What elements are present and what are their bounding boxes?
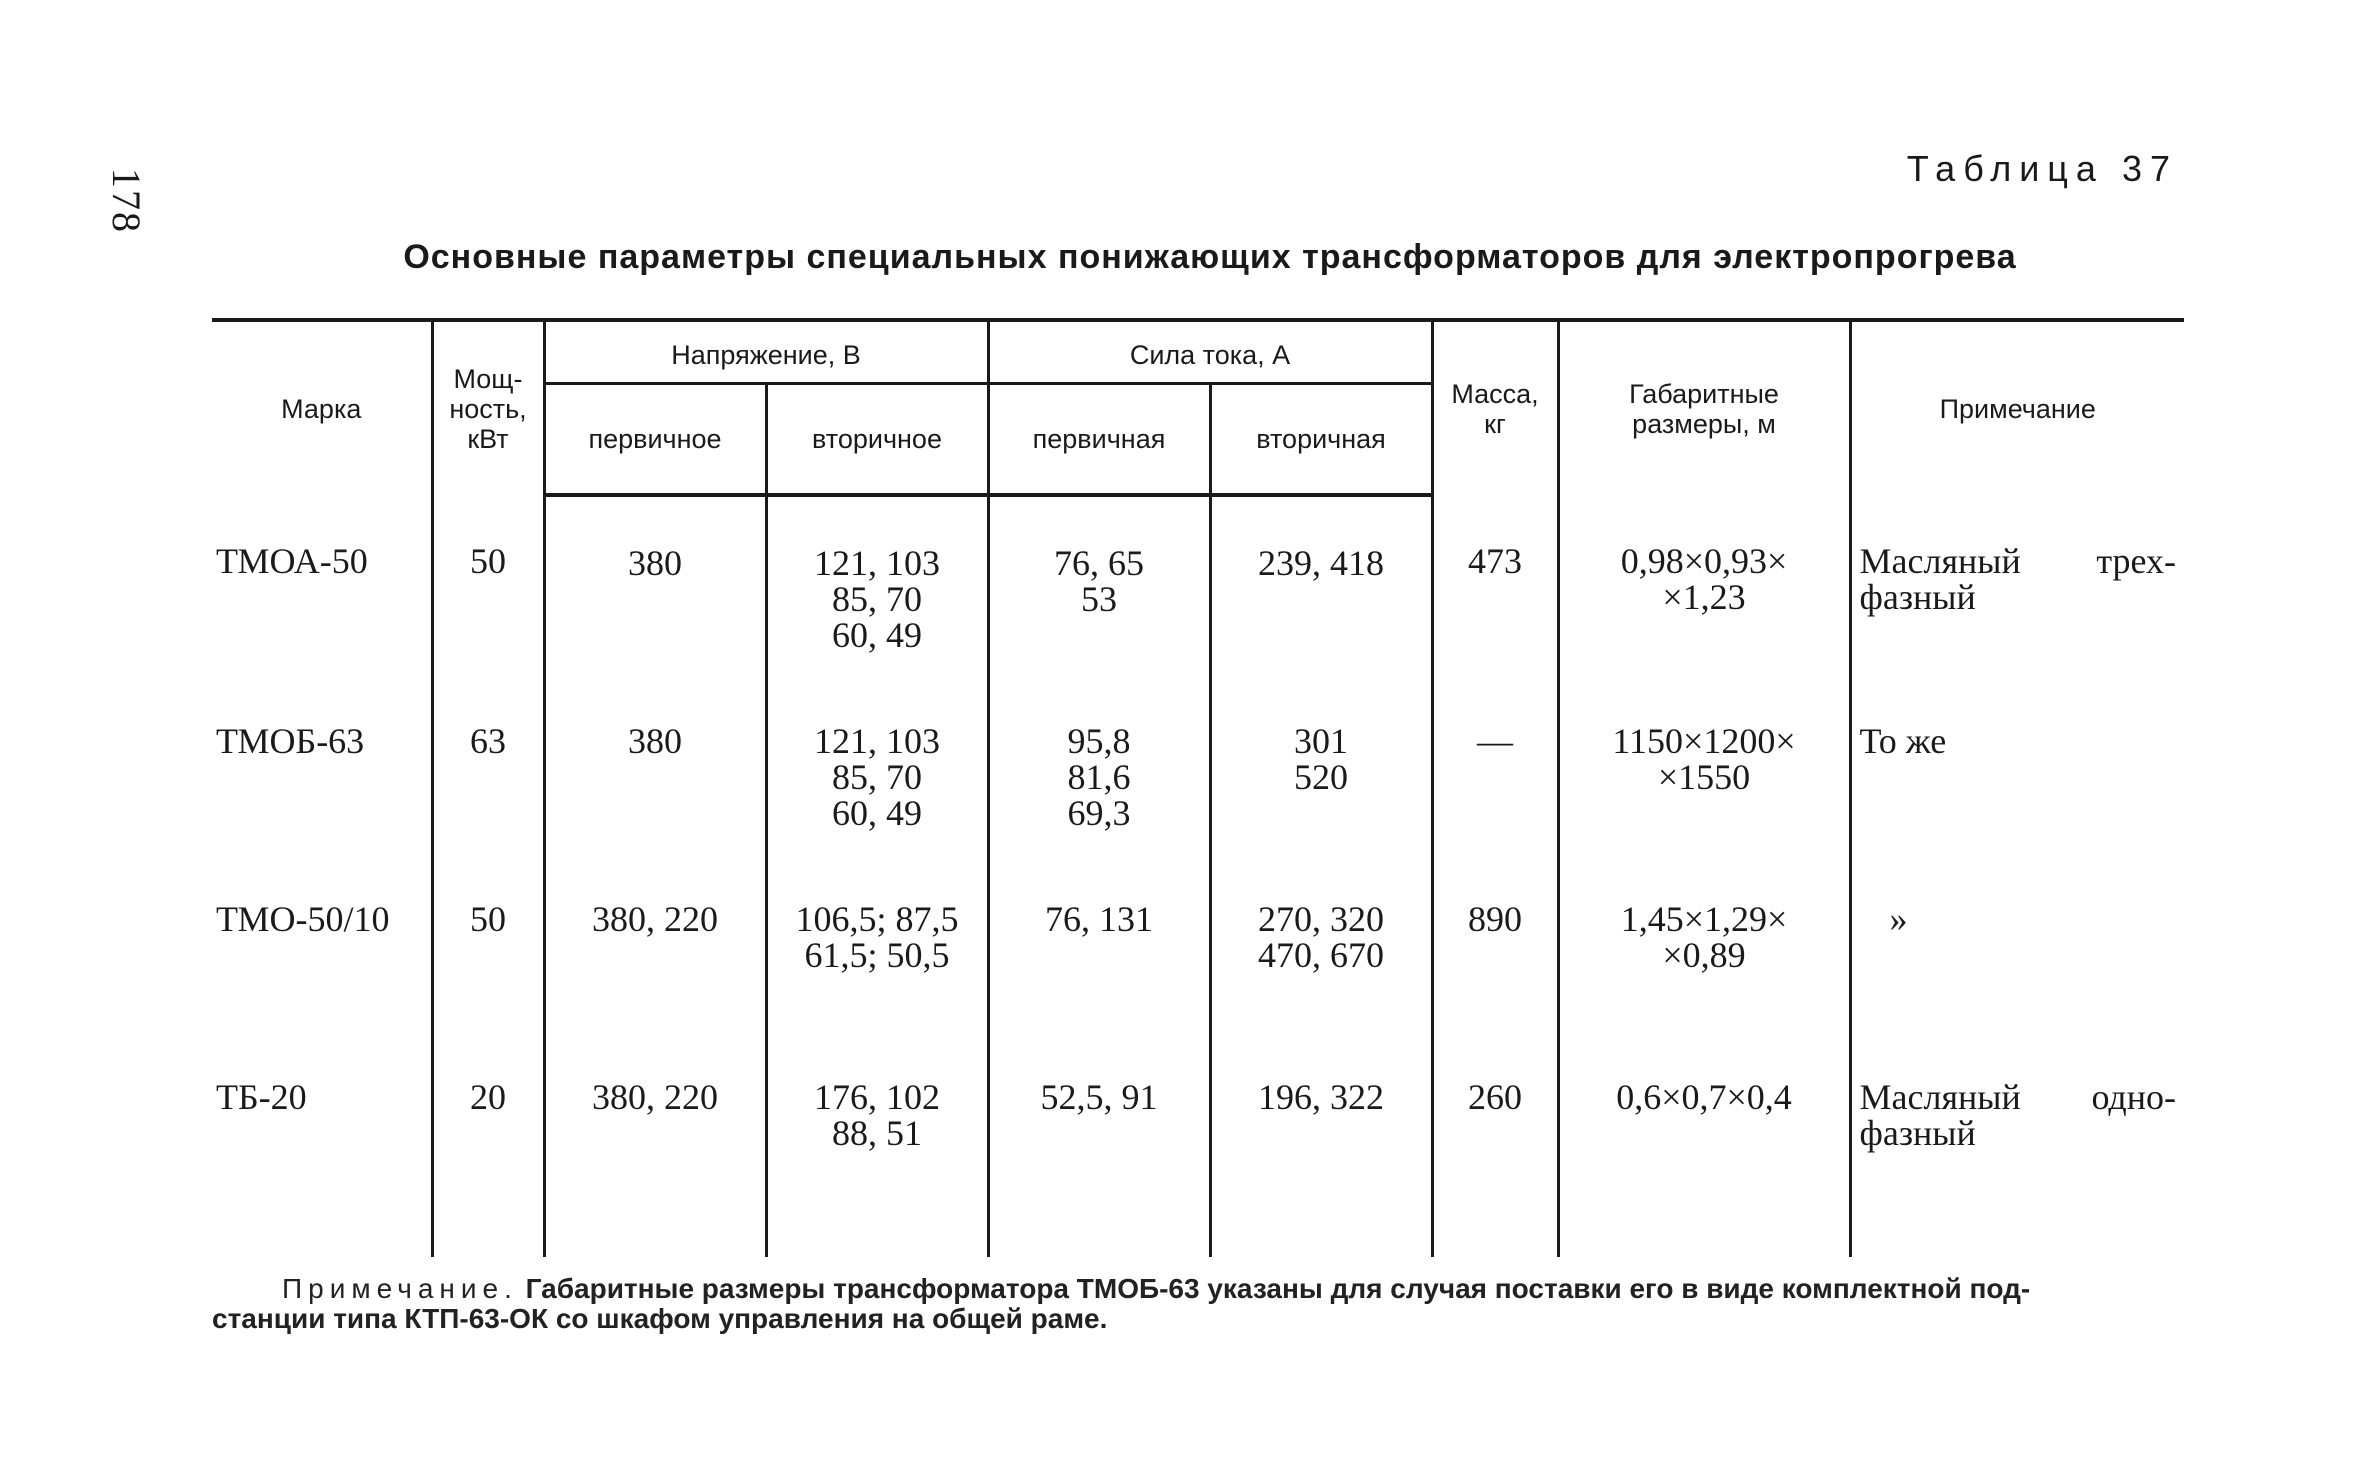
value-line: 106,5; 87,5	[795, 899, 959, 939]
note-text: Масляный	[1859, 1077, 2021, 1117]
value-line: ×0,89	[1662, 935, 1746, 975]
note-text: трех-	[2096, 541, 2177, 581]
footnote-line1: Габаритные размеры трансформатора ТМОБ-63 указаны для случая поставки его в виде комплектной под-	[525, 1273, 2031, 1304]
value-line: 69,3	[1067, 793, 1131, 833]
value-line: ×1550	[1657, 757, 1751, 797]
value-line: 1150×1200×	[1612, 721, 1796, 761]
value-line: 1,45×1,29×	[1620, 899, 1788, 939]
value-line: 76, 131	[1045, 899, 1154, 939]
table-row	[212, 901, 2184, 1079]
cell-power: 63	[432, 723, 544, 901]
cell-voltage-secondary	[766, 495, 988, 723]
table-label: Таблица 37	[1906, 148, 2178, 189]
note-text: Масляный	[1859, 541, 2021, 581]
value-line: 176, 102	[814, 1077, 940, 1117]
value-line: 121, 103	[814, 543, 940, 583]
header-voltage-primary: первичное	[544, 384, 766, 496]
parameters-table	[212, 318, 2184, 1257]
value-line: 270, 320	[1258, 899, 1385, 939]
header-current-primary: первичная	[988, 384, 1210, 496]
table-row	[212, 723, 2184, 901]
cell-dimensions	[1558, 495, 1850, 723]
cell-voltage-primary: 380	[544, 723, 766, 901]
cell-note	[1850, 723, 2184, 901]
cell-current-primary	[988, 495, 1210, 723]
note-text: »	[1889, 899, 1908, 939]
value-line: 53	[1081, 579, 1118, 619]
value-line: 60, 49	[832, 793, 922, 833]
cell-current-secondary	[1210, 901, 1432, 1079]
value-line: 95,8	[1067, 721, 1131, 761]
header-voltage-secondary: вторичное	[766, 384, 988, 496]
page-number: 178	[104, 168, 149, 234]
footnote-lead: Примечание.	[282, 1273, 518, 1304]
value-line: 88, 51	[832, 1113, 922, 1153]
table-footnote	[212, 1273, 2182, 1334]
note-text: фазный	[1859, 1113, 1976, 1153]
value-line: 76, 65	[1054, 543, 1145, 583]
cell-voltage-primary: 380	[544, 495, 766, 723]
value-line: 52,5, 91	[1040, 1077, 1158, 1117]
cell-note	[1850, 901, 2184, 1079]
cell-power: 20	[432, 1079, 544, 1257]
value-line: 470, 670	[1258, 935, 1385, 975]
header-dimensions: Габаритные размеры, м	[1558, 320, 1850, 495]
header-mass: Масса, кг	[1432, 320, 1558, 495]
cell-dimensions	[1558, 1079, 1850, 1257]
table-row	[212, 495, 2184, 723]
value-line: 0,98×0,93×	[1620, 541, 1788, 581]
cell-voltage-secondary	[766, 1079, 988, 1257]
cell-mass: —	[1432, 723, 1558, 901]
value-line: 60, 49	[832, 615, 922, 655]
header-brand: Марка	[212, 320, 432, 495]
cell-dimensions	[1558, 723, 1850, 901]
cell-current-secondary	[1210, 723, 1432, 901]
value-line: ×1,23	[1662, 577, 1746, 617]
cell-note	[1850, 1079, 2184, 1257]
cell-note	[1850, 495, 2184, 723]
cell-current-secondary	[1210, 1079, 1432, 1257]
cell-dimensions	[1558, 901, 1850, 1079]
cell-power: 50	[432, 901, 544, 1079]
header-current: Сила тока, А	[988, 320, 1432, 384]
cell-voltage-primary: 380, 220	[544, 1079, 766, 1257]
value-line: 301	[1294, 721, 1349, 761]
note-text: фазный	[1859, 577, 1976, 617]
note-text: одно-	[2091, 1077, 2177, 1117]
value-line: 121, 103	[814, 721, 940, 761]
cell-mass: 890	[1432, 901, 1558, 1079]
value-line: 61,5; 50,5	[804, 935, 950, 975]
value-line: 196, 322	[1258, 1077, 1385, 1117]
value-line: 520	[1294, 757, 1349, 797]
header-current-secondary: вторичная	[1210, 384, 1432, 496]
cell-mass: 260	[1432, 1079, 1558, 1257]
cell-brand: ТМОА-50	[216, 541, 368, 581]
cell-current-primary	[988, 723, 1210, 901]
header-voltage: Напряжение, В	[544, 320, 988, 384]
value-line: 239, 418	[1258, 543, 1385, 583]
table-row	[212, 1079, 2184, 1257]
cell-mass: 473	[1432, 495, 1558, 723]
cell-voltage-primary: 380, 220	[544, 901, 766, 1079]
value-line: 81,6	[1067, 757, 1131, 797]
cell-current-secondary	[1210, 495, 1432, 723]
footnote-line2: станции типа КТП-63-ОК со шкафом управления на общей раме.	[212, 1303, 1108, 1334]
cell-brand: ТБ-20	[216, 1077, 307, 1117]
note-text: То же	[1859, 721, 1947, 761]
value-line: 85, 70	[832, 757, 922, 797]
cell-voltage-secondary	[766, 723, 988, 901]
cell-brand: ТМОБ-63	[216, 721, 365, 761]
table-title: Основные параметры специальных понижающих трансформаторов для электропрогрева	[403, 238, 2017, 276]
header-note: Примечание	[1850, 320, 2184, 495]
header-power: Мощ- ность, кВт	[432, 320, 544, 495]
cell-voltage-secondary	[766, 901, 988, 1079]
value-line: 0,6×0,7×0,4	[1616, 1077, 1792, 1117]
cell-current-primary	[988, 1079, 1210, 1257]
cell-power: 50	[432, 495, 544, 723]
cell-brand: ТМО-50/10	[216, 899, 390, 939]
cell-current-primary	[988, 901, 1210, 1079]
value-line: 85, 70	[832, 579, 922, 619]
